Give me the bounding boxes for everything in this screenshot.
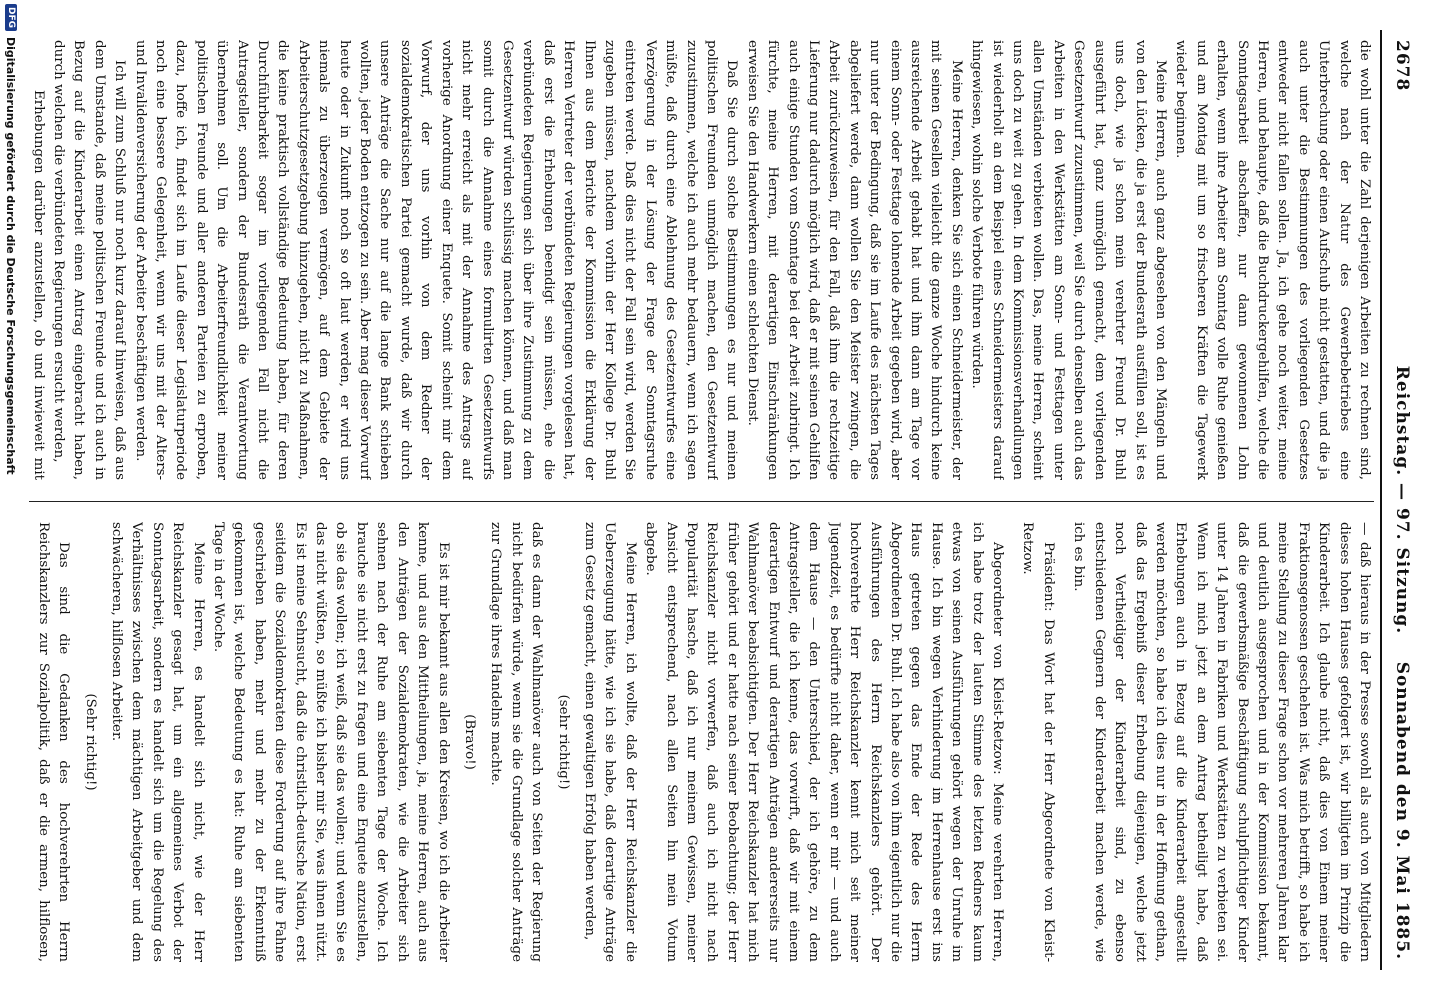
interjection: (Sehr richtig!) bbox=[82, 693, 98, 791]
credit-text: Digitalisierung gefördert durch die Deutsche Forschungsgemeinschaft bbox=[4, 37, 18, 475]
paragraph: Daß Sie durch solche Bestimmungen es nur und meinen politischen Freunden unmöglich machen, den Gesetzentwurf zuzustimmen, welche ich auch mehr bedauern, wenn ich sagen müßte, daß durch eine Ablehnung des Gesetzentwurfes eine Verzögerung in der Lösung der Frage der Sonntagsruhe eintreten werde. Daß dies nicht der Fall sein wird, werden Sie zugeben müssen, nachdem vorhin der Herr Kollege Dr. Buhl Ihnen aus dem Berichte der Kommission die Erklärung der Herren Vertreter der verbündeten Regierungen vorgelesen hat, daß erst die Erhebungen beendigt sein müssen, ehe die verbündeten Regierungen sich über ihre Zustimmung zu dem Gesetzentwurf würden schlüssig machen können, und daß man somit durch die Annahme eines formulirten Gesetzentwurfs nicht mehr erreicht als mit der Annahme des Antrags auf vorherige Anordnung einer Enquete. Somit scheint mir dem Vorwurf, der uns vorhin von dem Redner der sozialdemokratischen Partei gemacht wurde, daß wir durch unsere Anträge die Sache nur auf die lange Bank schieben wollten, jeder Boden entzogen zu sein. Aber mag dieser Vorwurf heute oder in Zukunft noch so oft laut werden, er wird uns niemals zu überzeugen vermögen, auf dem Gebiete der Arbeiterschutzgesetzgebung hinzugehen, nicht zu Maßnahmen, die keine praktisch vollständige Bedeutung haben, für deren Durchführbarkeit sogar im vorliegenden Fall nicht die Antragsteller, sondern der Bundesrath die Verantwortung übernehmen soll. Um die Arbeiterfreundlichkeit meiner politischen Freunde und aller anderen Parteien zu erproben, dazu, hoffe ich, findet sich im Laufe dieser Legislaturperiode noch eine bessere Gelegenheit, wenn wir uns mit der Alters- und Invalidenversicherung der Arbeiter beschäftigen werden. bbox=[132, 40, 740, 480]
paragraph: Meine Herren, denken Sie sich einen Schneidermeister, der mit seinen Gesellen vielleicht die ganze Woche hindurch keine ausreichende Arbeit gehabt hat und ihm dann am Tage vor einem Sonn- oder Festtage lohnende Arbeit gegeben wird, aber nur unter der Bedingung, daß sie im Laufe des nächsten Tages abgeliefert werde, dann wollen Sie den Meister zwingen, die Arbeit zurückzuweisen, für den Fall, daß ihm die rechtzeitige Lieferung nur dadurch möglich wird, daß er mit seinen Gehilfen auch einige Stunden vom Sonntage bei der Arbeit zubringt. Ich fürchte, meine Herren, mit derartigen Einschränkungen erweisen Sie den Handwerkern einen schlechten Dienst. bbox=[744, 40, 964, 480]
session-date: Sonnabend den 9. Mai 1885. bbox=[1392, 661, 1412, 960]
paragraph: Meine Herren, es handelt sich nicht, wie der Herr Reichskanzler gesagt hat, um ein allgemeines Verbot der Sonntagsarbeit, sondern es handelt sich um die Regelung des Verhältnisses zwischen dem mächtigen Arbeitgeber und dem schwächeren, hilflosen Arbeiter. bbox=[109, 522, 206, 962]
paragraph: Meine Herren, auch ganz abgesehen von den Mängeln und von den Lücken, die ja erst der Bundesrath ausfüllen soll, ist es uns doch, wie ja schon mein verehrter Freund Dr. Buhl ausgeführt hat, ganz unmöglich gemacht, dem vorliegenden Gesetzentwurf zuzustimmen, weil Sie durch denselben auch das Arbeiten in den Werkstätten am Sonn- und Festtagen unter allen Umständen verbieten wollen. Das, meine Herren, scheint uns doch zu weit zu gehen. In dem Kommissionsverhandlungen ist wiederholt an dem Beispiel eines Schneidermeisters darauf hingewiesen, wohin solche Verbote führen würden. bbox=[969, 40, 1168, 480]
header-rule bbox=[1380, 30, 1382, 970]
paragraph: Ich will zum Schluß nur noch kurz darauf hinweisen, daß aus dem Umstande, daß meine politischen Freunde und ich auch in Bezug auf die Kinderarbeit einen Antrag eingebracht haben, durch welchen die verbündeten Regierungen ersucht werden, bbox=[51, 40, 128, 480]
interjection: (sehr richtig!) bbox=[555, 694, 571, 790]
page-header bbox=[1384, 40, 1418, 960]
paragraph: daß es dann der Wahlmanöver auch von Seiten der Regierung nicht bedürfen würde, wenn sie die Grundlage solcher Anträge zur Grundlage ihres Handelns machte. bbox=[488, 522, 545, 962]
digitization-credit bbox=[0, 0, 22, 1000]
page-number: 2678 bbox=[1392, 40, 1412, 92]
page-title: Reichstag. — 97. Sitzung. bbox=[1392, 365, 1412, 635]
paragraph: Meine Herren, ich wollte, daß der Herr Reichskanzler die Ueberzeugung hätte, wie ich sie habe, daß derartige Anträge zum Gesetz gemacht, einen gewaltigen Erfolg haben werden, bbox=[581, 522, 638, 962]
quoted-motion: Erhebungen darüber anzustellen, ob und inwieweit mit bbox=[30, 90, 46, 480]
paragraph: — daß hieraus in der Presse sowohl als auch von Mitgliedern dieses hohen Hauses gefolgert ist, wir billigten im Prinzip die Kinderarbeit. Ich glaube nicht, daß dies von Einem meiner Fraktionsgenossen geschehen ist. Was mich betrifft, so habe ich meine Stellung zu dieser Frage schon vor mehreren Jahren klar und deutlich ausgesprochen und in der Kommission bekannt, daß die gewerbsmäßige Beschäftigung schulpflichtiger Kinder unter 14 Jahren in Fabriken und Werkstätten zu verbieten sei. Wenn ich mich jetzt an dem Antrag betheiligt habe, daß Erhebungen auch in Bezug auf die Kinderarbeit angestellt werden möchten, so habe ich dies nur in der Hoffnung gethan, daß das Ergebniß dieser Erhebung diejenigen, welche jetzt noch Vertheidiger der Kinderarbeit sind, zu ebenso entschiedenen Gegnern der Kinderarbeit machen werde, wie ich es bin. bbox=[1071, 522, 1372, 962]
speaker-announcement: Präsident: Das Wort hat der Herr Abgeordnete von Kleist-Retzow. bbox=[1020, 522, 1056, 962]
paragraph: Es ist mir bekannt aus allen den Kreisen, wo ich die Arbeiter kenne, und aus den Mittheilungen, ja, meine Herren, auch aus den Anträgen der Sozialdemokraten, wie die Arbeiter sich sehnen nach der Ruhe am siebenten Tage der Woche. Ich brauche sie nicht erst zu fragen und eine Enquete anzustellen, ob sie das wollen; ich weiß, daß sie das wollen; und wenn Sie es das nicht wüßten, so müßte ich bisher mir Sie, was ihnen nützt. Es ist meine Sehnsucht, daß die christlich-deutsche Nation, erst seitdem die Sozialdemokraten diese Forderung auf ihre Fahne geschrieben haben, mehr und mehr zu der Erkenntniß gekommen ist, welche Bedeutung es hat: Ruhe am siebenten Tage in der Woche. bbox=[211, 522, 451, 962]
column-divider bbox=[29, 501, 1374, 502]
left-column bbox=[29, 40, 1374, 480]
speech-paragraph: Abgeordneter von Kleist-Retzow: Meine verehrten Herren, ich habe trotz der lauten Stimme des letzten Redners kaum etwas von seinen Ausführungen gehört wegen der Unruhe im Hause. Ich bin wegen Verhinderung im Herrenhause erst ins Haus getreten gegen das Ende der Rede des Herrn Abgeordneten Dr. Buhl. Ich habe also von ihm eigentlich nur die Ausführungen des Herrn Reichskanzlers gehört. Der hochverehrte Herr Reichskanzler kennt mich seit meiner Jugendzeit, es bedürfte nicht daher, wenn er mir — und auch dem Hause — den Unterschied, der ich gehöre, zu dem Antragsteller, die ich kenne, das vorwirft, daß wir mit einem derartigen Entwurf und derartigen Anträgen andererseits nur Wahlmanöver beabsichtigten. Der Herr Reichskanzler hat mich früher gehört und er hatte nach seiner Beobachtung; der Herr Reichskanzler nicht vorwerfen, daß auch ich nicht nach Popularität hasche, daß ich nur meinem Gewissen, meiner Ansicht entsprechend, nach allen Seiten hin mein Votum abgebe. bbox=[643, 522, 1006, 962]
dfg-logo: DFG bbox=[5, 4, 17, 31]
paragraph: die wohl unter die Zahl derjenigen Arbeiten zu rechnen sind, welche nach der Natur des Gewerbebetriebes eine Unterbrechung oder einen Aufschub nicht gestatten, und die ja auch unter die Bestimmungen des vorliegenden Gesetzes entweder nicht fallen sollen. Ja, ich gehe noch weiter, meine Herren, und behaupte, daß die Buchdruckergehilfen, welche die Sonntagsarbeit abschaffen, nur dann gewonnenen Lohn erhalten, wenn ihre Arbeiter am Sonntag volle Ruhe genießen und am Montag mit um so frischeren Kräften die Tagewerk wieder beginnen. bbox=[1173, 40, 1372, 480]
paragraph: Das sind die Gedanken des hochverehrten Herrn Reichskanzlers zur Sozialpolitik, daß er die armen, hilflosen, bbox=[35, 522, 72, 962]
interjection: (Bravo!) bbox=[461, 714, 477, 770]
right-column bbox=[29, 522, 1374, 962]
